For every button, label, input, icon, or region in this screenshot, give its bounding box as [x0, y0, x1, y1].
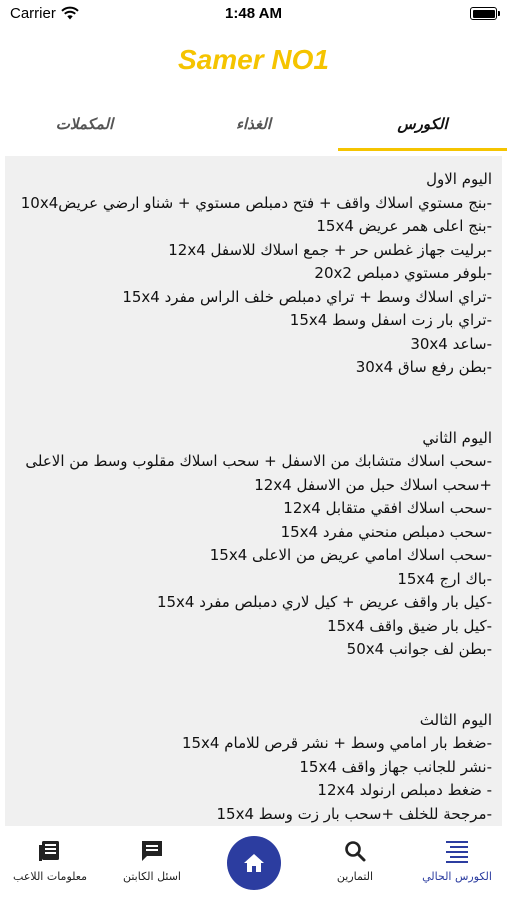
list-icon [444, 838, 470, 864]
exercise-line: - ضغط دمبلص ارنولد 12x4 [317, 781, 492, 799]
nav-exercises-label: التمارين [336, 870, 374, 883]
active-tab-indicator [338, 148, 507, 151]
news-icon [37, 838, 63, 864]
exercise-line: -باك ارج 15x4 [397, 569, 492, 588]
nav-player-info[interactable] [0, 838, 100, 883]
exercise-line: -بطن رفع ساق 30x4 [355, 358, 492, 376]
exercise-line: -بلوفر مستوي دمبلص 20x2 [314, 264, 492, 282]
exercise-line: -سحب دمبلص منحني مفرد 15x4 [280, 522, 492, 541]
day-section [15, 168, 492, 380]
battery-icon [470, 7, 497, 20]
nav-exercises[interactable] [305, 838, 405, 883]
tab-nutrition[interactable]: الغذاء [235, 115, 272, 133]
nav-ask-captain[interactable] [102, 838, 202, 883]
exercise-line: -برليت جهاز غطس حر + جمع اسلاك للاسفل 12x4 [168, 240, 492, 259]
exercise-line: -سحب اسلاك افقي متقابل 12x4 [283, 499, 492, 517]
tab-course[interactable]: الكورس [397, 115, 448, 133]
nav-ask-captain-label: اسئل الكابتن [122, 870, 181, 883]
app-title: Samer NO1 [178, 44, 329, 75]
nav-player-info-label: معلومات اللاعب [13, 870, 87, 883]
workout-content[interactable] [5, 156, 502, 826]
day-title: اليوم الثاني [422, 428, 492, 447]
status-bar [0, 0, 507, 30]
search-icon [342, 838, 368, 864]
exercise-line: -مرجحة للخلف +سحب بار زت وسط 15x4 [216, 804, 492, 823]
exercise-line: -كيل بار ضيق واقف 15x4 [327, 616, 492, 635]
exercise-line: -تراي اسلاك وسط + تراي دمبلص خلف الراس مفرد 15x4 [122, 287, 492, 306]
nav-current-course-label: الكورس الحالي [422, 870, 492, 883]
exercise-line: -ساعد 30x4 [410, 334, 492, 353]
nav-current-course[interactable] [407, 838, 507, 883]
exercise-line: -نشر للجانب جهاز واقف 15x4 [299, 757, 492, 776]
exercise-line: -بنج اعلى همر عريض 15x4 [316, 217, 492, 235]
day-section [15, 427, 492, 662]
tab-supplements[interactable]: المكملات [55, 115, 114, 133]
exercise-line: +سحب اسلاك حبل من الاسفل 12x4 [254, 475, 492, 494]
day-title: اليوم الثالث [419, 710, 492, 729]
home-button[interactable] [227, 836, 281, 890]
carrier-label: Carrier [10, 5, 56, 22]
exercise-line: -سحب اسلاك متشابك من الاسفل + سحب اسلاك مقلوب وسط من الاعلى [25, 452, 492, 470]
status-time: 1:48 AM [225, 5, 282, 22]
bottom-nav [0, 826, 507, 900]
chat-icon [139, 838, 165, 864]
exercise-line: -كيل بار واقف عريض + كيل لاري دمبلص مفرد 15x4 [156, 593, 492, 611]
home-icon [242, 851, 266, 875]
exercise-line: -بطن لف جوانب 50x4 [346, 640, 492, 658]
exercise-line: -بنج مستوي اسلاك واقف + فتح دمبلص مستوي + شناو ارضي عريض10x4 [20, 193, 492, 212]
tab-bar [0, 104, 507, 154]
exercise-line: -تراي بار زت اسفل وسط 15x4 [289, 311, 492, 329]
day-title: اليوم الاول [426, 170, 492, 188]
exercise-line: -سحب اسلاك امامي عريض من الاعلى 15x4 [209, 546, 492, 564]
exercise-line: -ضغط بار امامي وسط + نشر قرص للامام 15x4 [181, 734, 492, 752]
